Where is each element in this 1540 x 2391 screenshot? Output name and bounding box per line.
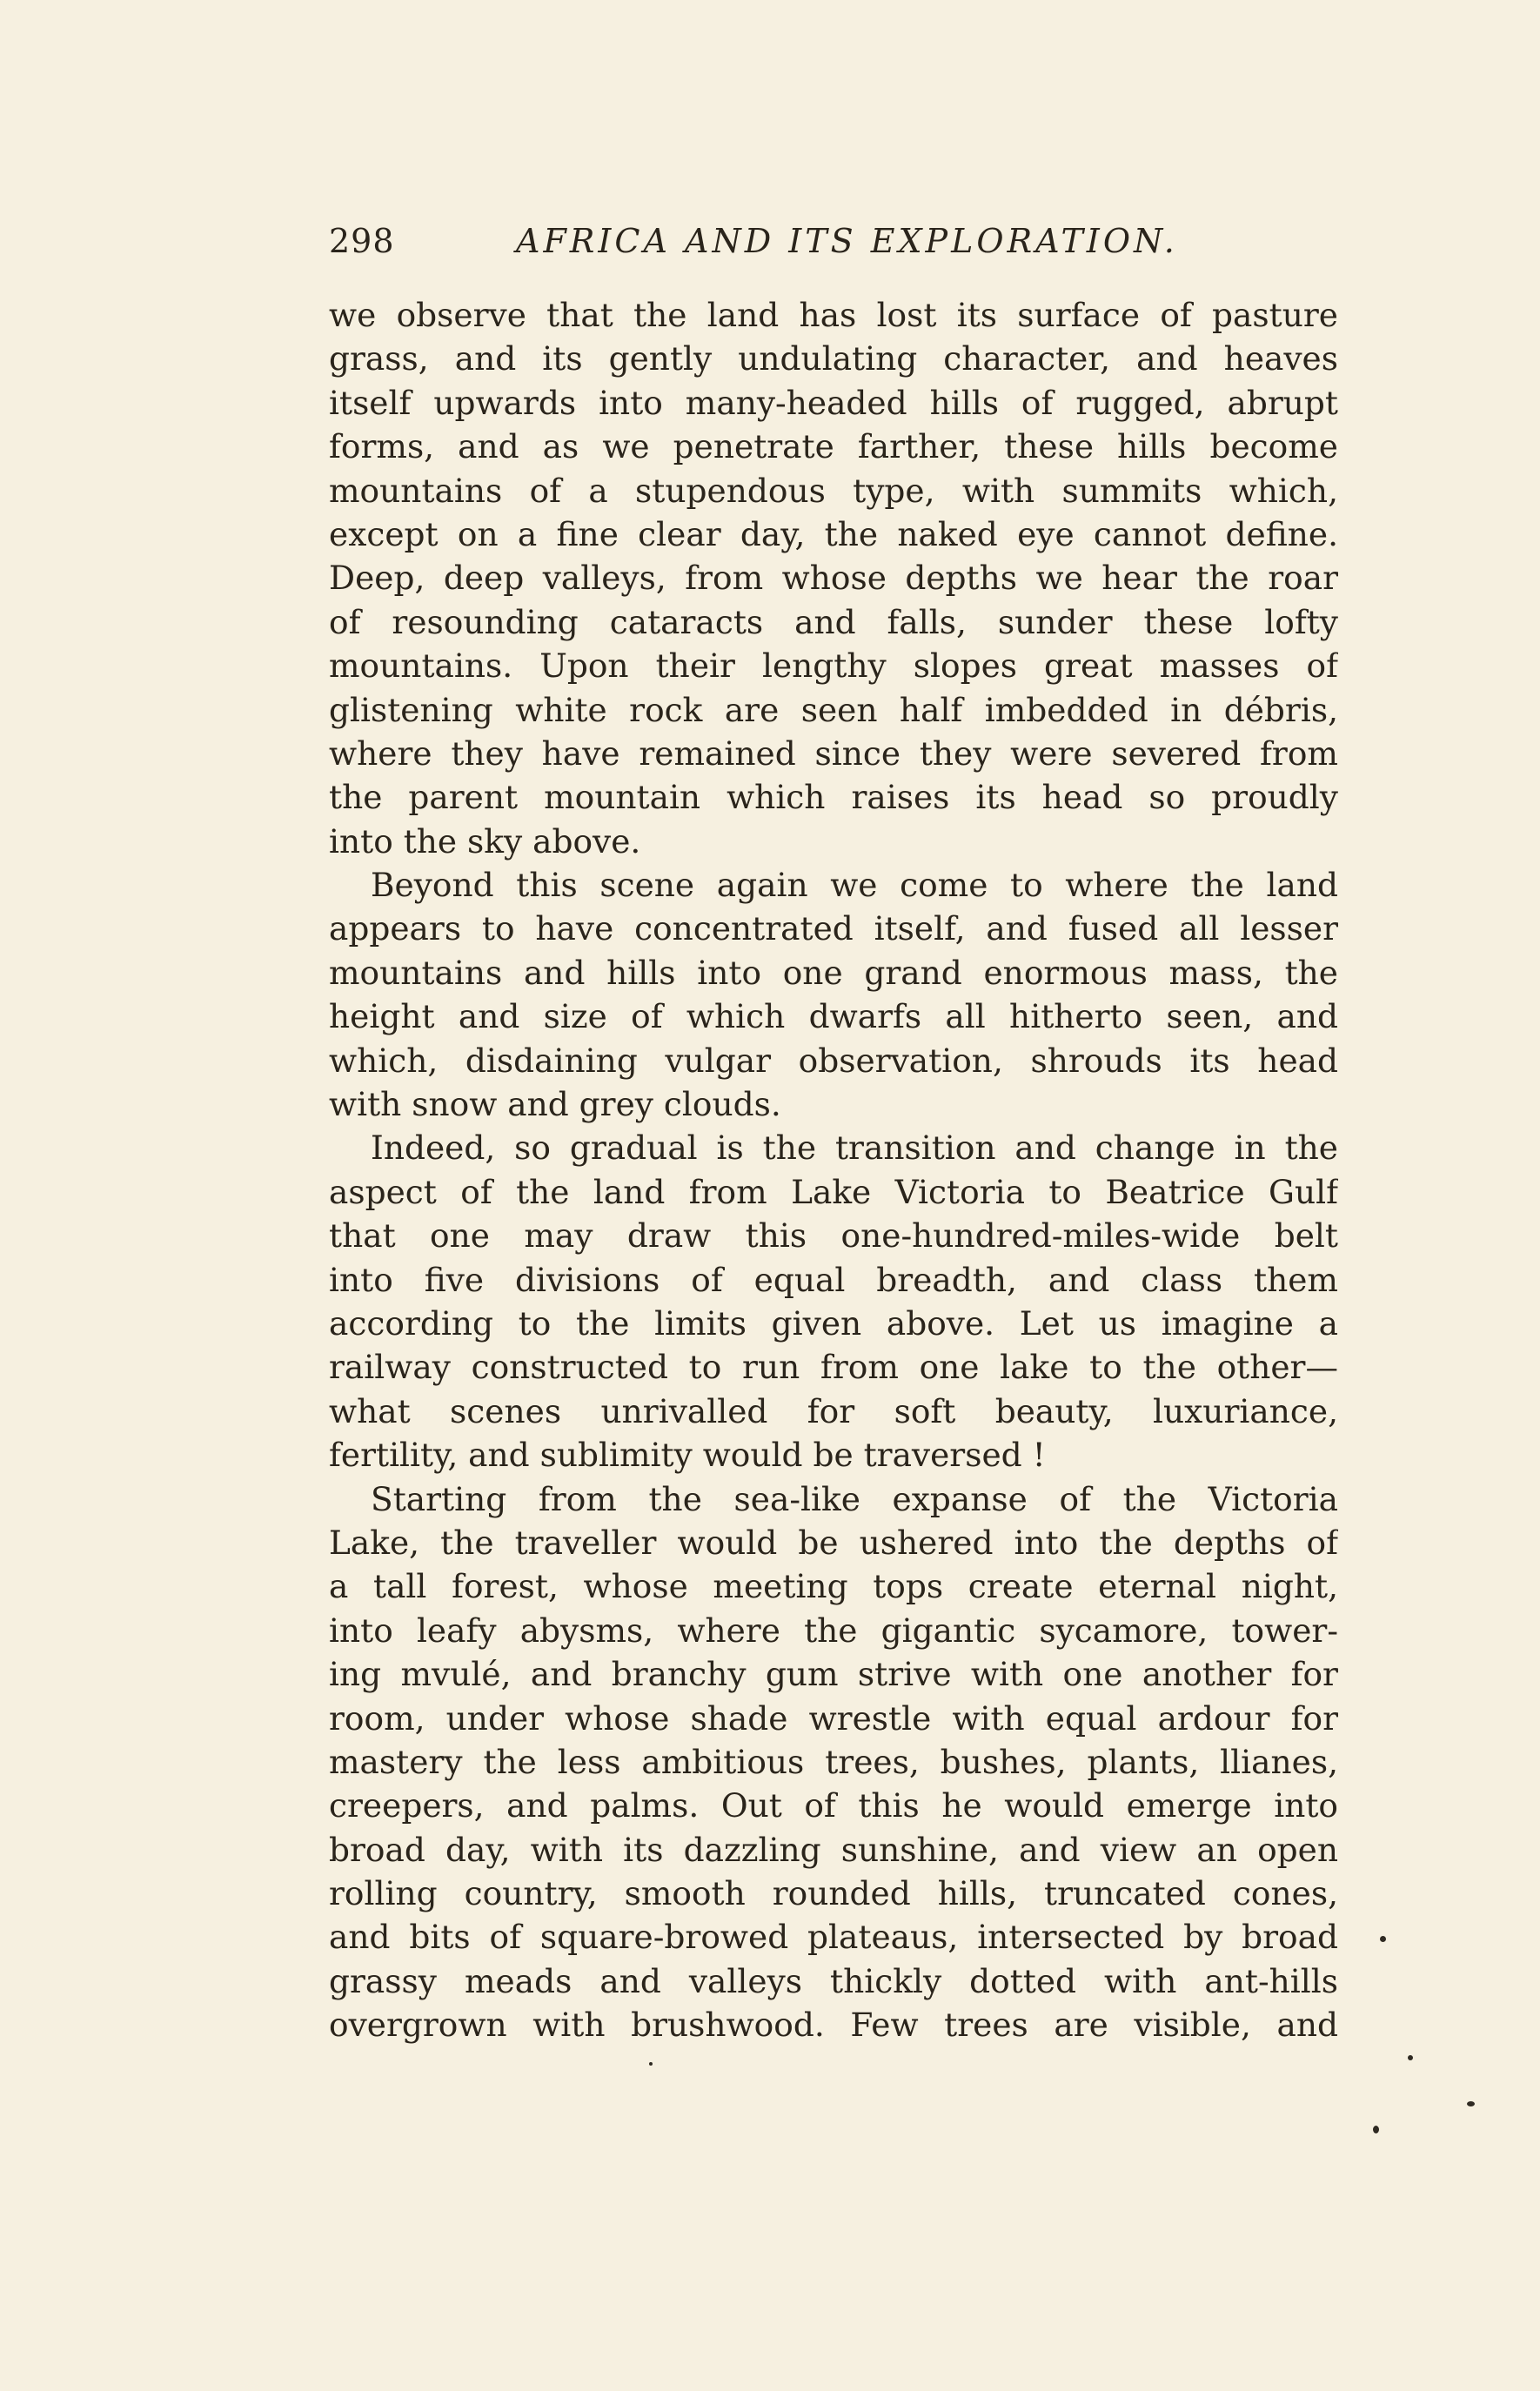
text-line: mastery the less ambitious trees, bushes, plants, llianes, [329, 1742, 1338, 1781]
text-line: broad day, with its dazzling sunshine, and view an open [329, 1830, 1338, 1869]
body-text [329, 293, 1338, 2047]
text-line: with snow and grey clouds. [329, 1085, 781, 1124]
text-line: of resounding cataracts and falls, sunder these lofty [329, 602, 1338, 641]
text-line: appears to have concentrated itself, and fused all lesser [329, 909, 1338, 948]
text-line: Indeed, so gradual is the transition and change in the [371, 1129, 1338, 1168]
text-line: glistening white rock are seen half imbedded in débris, [329, 690, 1338, 729]
text-line: Deep, deep valleys, from whose depths we hear the roar [329, 559, 1338, 598]
text-line: we observe that the land has lost its surface of pasture [329, 296, 1338, 334]
text-line: grassy meads and valleys thickly dotted with ant-hills [329, 1961, 1338, 2000]
text-line: itself upwards into many-headed hills of rugged, abrupt [329, 383, 1338, 422]
text-line: into five divisions of equal breadth, and class them [329, 1260, 1338, 1299]
text-line: that one may draw this one-hundred-miles-wide belt [329, 1216, 1338, 1256]
text-line: grass, and its gently undulating character, and heaves [329, 339, 1338, 378]
text-line: aspect of the land from Lake Victoria to Beatrice Gulf [329, 1172, 1338, 1211]
text-line: forms, and as we penetrate farther, these hills become [329, 427, 1338, 466]
text-line: where they have remained since they were severed from [329, 733, 1338, 773]
text-line: fertility, and sublimity would be traversed ! [329, 1436, 1046, 1475]
text-line: overgrown with brushwood. Few trees are visible, and [329, 2006, 1338, 2045]
text-line: the parent mountain which raises its head so proudly [329, 778, 1338, 817]
page-number: 298 [329, 222, 395, 260]
text-line: rolling country, smooth rounded hills, truncated cones, [329, 1874, 1338, 1913]
scan-speck [1467, 2101, 1475, 2106]
text-line: according to the limits given above. Let us imagine a [329, 1303, 1338, 1343]
text-line: ing mvulé, and branchy gum strive with one another for [329, 1655, 1338, 1694]
running-head-title: AFRICA AND ITS EXPLORATION. [516, 222, 1178, 260]
scan-speck [1373, 2126, 1379, 2133]
text-line: mountains of a stupendous type, with summits which, [329, 471, 1338, 510]
text-line: except on a fine clear day, the naked eye cannot define. [329, 514, 1338, 553]
scan-speck [1408, 2055, 1413, 2060]
text-line: into the sky above. [329, 821, 641, 861]
text-line: creepers, and palms. Out of this he would emerge into [329, 1786, 1338, 1825]
running-head [329, 219, 1338, 263]
text-line: into leafy abysms, where the gigantic sycamore, tower- [329, 1611, 1338, 1650]
text-line: what scenes unrivalled for soft beauty, luxuriance, [329, 1391, 1338, 1430]
scan-speck [1380, 1936, 1386, 1942]
text-line: room, under whose shade wrestle with equal ardour for [329, 1698, 1338, 1738]
text-line: which, disdaining vulgar observation, shrouds its head [329, 1041, 1338, 1080]
text-line: Lake, the traveller would be ushered into the depths of [329, 1523, 1338, 1562]
text-line: railway constructed to run from one lake to the other— [329, 1348, 1338, 1387]
text-line: mountains. Upon their lengthy slopes great masses of [329, 646, 1338, 686]
text-line: height and size of which dwarfs all hitherto seen, and [329, 997, 1338, 1036]
text-line: Beyond this scene again we come to where the land [371, 866, 1338, 905]
text-line: and bits of square-browed plateaus, intersected by broad [329, 1918, 1338, 1957]
text-line: Starting from the sea-like expanse of the Victoria [371, 1479, 1338, 1518]
text-line: a tall forest, whose meeting tops create eternal night, [329, 1567, 1338, 1606]
text-line: mountains and hills into one grand enormous mass, the [329, 953, 1338, 992]
scan-speck [649, 2062, 653, 2066]
